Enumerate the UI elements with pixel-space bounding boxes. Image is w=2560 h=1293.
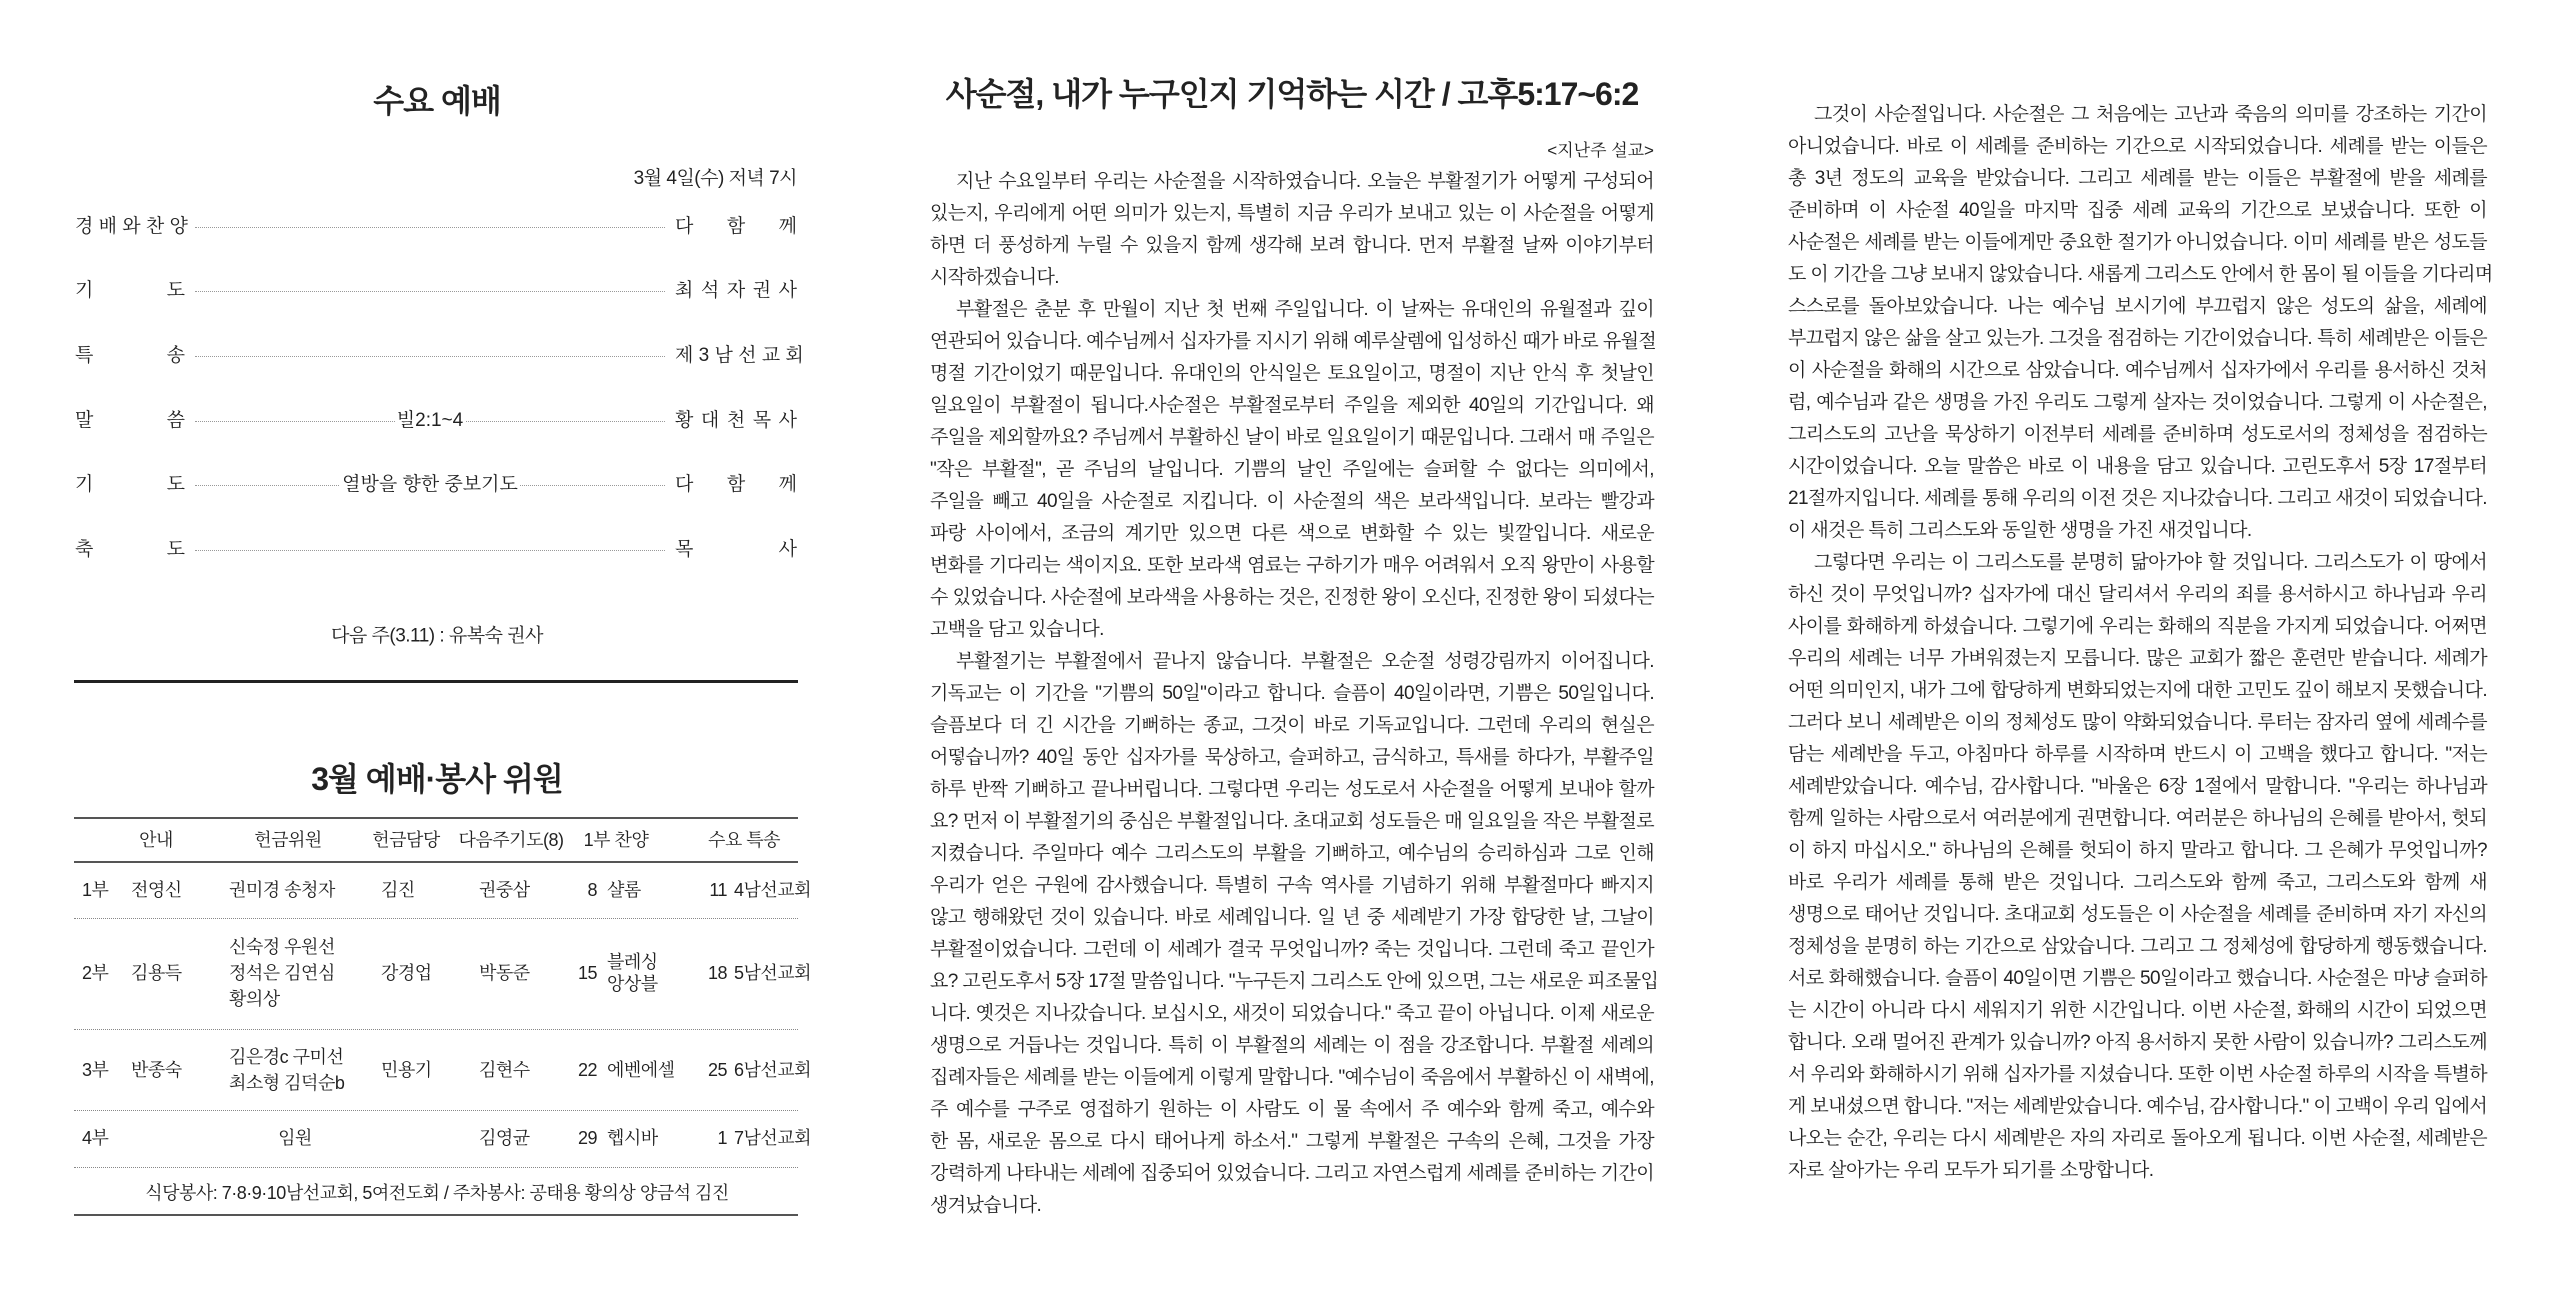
sermon-line: 그것이 사순절입니다. 사순절은 그 처음에는 고난과 죽음의 의미를 강조하는 기간이: [1814, 104, 2487, 125]
sermon-line: 서로 화해했습니다. 슬픔이 40일이면 기쁨은 50일이라고 했습니다. 사순절은 마냥 슬퍼하: [1788, 968, 2487, 989]
section-divider: [74, 680, 798, 683]
sermon-line: 슬픔보다 더 긴 시간을 기뻐하는 종교, 그것이 바로 기독교입니다. 그런데 우리의 현실은: [930, 715, 1654, 736]
sermon-line: 부활절은 춘분 후 만월이 지난 첫 번째 주일입니다. 이 날짜는 유대인의 유월절과 깊이: [956, 299, 1654, 320]
sermon-line: 는 시간이 아니라 다시 세워지기 위한 시간입니다. 이번 사순절, 화해의 시간이 되었으면: [1788, 1000, 2487, 1021]
sermon-line: 하루 반짝 기뻐하고 끝나버립니다. 그렇다면 우리는 성도로서 사순절을 어떻게 보내야 할까: [930, 779, 1654, 800]
sermon-line: 주 예수를 구주로 영접하기 원하는 이 사람도 이 물 속에서 주 예수와 함께 죽고, 예수와: [930, 1099, 1654, 1120]
offering-committee-cell: [229, 877, 335, 903]
sermon-line: 니다. 옛것은 지나갔습니다. 보십시오, 새것이 되었습니다." 죽고 끝이 아닙니다. 이제 새로운: [930, 1003, 1654, 1024]
sermon-line: 하신 것이 무엇입니까? 십자가에 대신 달리셔서 우리의 죄를 용서하시고 하나님과 우리: [1788, 584, 2487, 605]
sermon-line: 그렇다면 우리는 이 그리스도를 분명히 닮아가야 할 것입니다. 그리스도가 이 땅에서: [1814, 552, 2487, 573]
sermon-line: 이 사순절을 화해의 시간으로 삼았습니다. 예수님께서 십자가에서 우리를 용서하신 것처: [1788, 360, 2487, 381]
sermon-line: 나오는 순간, 우리는 다시 세례받은 자의 자리로 돌아오게 됩니다. 이번 사순절, 세례받은: [1788, 1128, 2487, 1149]
hymn-number-cell: 29: [577, 1128, 597, 1148]
sermon-line: 이 새것은 특히 그리스도와 동일한 생명을 가진 새것입니다.: [1788, 520, 2252, 541]
order-row: [75, 405, 797, 437]
sermon-line: 세례받았습니다. 예수님, 감사합니다. "바울은 6장 1절에서 말합니다. "우리는 하나님과: [1788, 776, 2487, 797]
sermon-line: 사이를 화해하게 하셨습니다. 그렇기에 우리는 화해의 직분을 가지게 되었습니다. 어쩌면: [1788, 616, 2487, 637]
order-detail-text: 빌2:1~4: [396, 410, 464, 431]
sermon-line: 서 우리와 화해하시기 위해 십자가를 지셨습니다. 또한 이번 사순절 하루의 시작을 특별하: [1788, 1064, 2487, 1085]
part-cell: 2부: [82, 963, 109, 983]
sermon-line: 함께 일하는 사람으로서 여러분에게 권면합니다. 여러분은 하나님의 은혜를 받아서, 헛되: [1788, 808, 2487, 829]
hymn-number-cell: 8: [587, 880, 597, 900]
table-header-cell: 헌금위원: [254, 830, 322, 850]
sermon-line: 요? 고린도후서 5장 17절 말씀입니다. "누구든지 그리스도 안에 있으면, 그는 새로운 피조물입: [930, 971, 1659, 992]
offering-lead-cell: 김진: [381, 880, 415, 900]
next-week-prayer: 다음 주(3.11) : 유복숙 권사: [331, 625, 543, 647]
offering-member: 황의상: [229, 989, 280, 1009]
row-divider: [74, 1029, 798, 1030]
hymn-team-cell: [607, 879, 641, 901]
sermon-line: 담는 세례반을 두고, 아침마다 하루를 시작하며 반드시 이 고백을 했다고 합니다. "저는: [1788, 744, 2487, 765]
order-detail: [195, 469, 665, 501]
offering-member: 임원: [278, 1128, 312, 1148]
prayer-cell: 박동준: [479, 963, 530, 983]
sermon-line: 일요일이 부활절이 됩니다.사순절은 부활절로부터 주일을 제외한 40일의 기간입니다. 왜: [930, 395, 1654, 416]
sermon-line: 변화를 기다리는 색이지요. 또한 보라색 염료는 구하기가 매우 어려워서 오직 왕만이 사용할: [930, 555, 1654, 576]
sermon-line: 있는지, 우리에게 어떤 의미가 있는지, 특별히 지금 우리가 보내고 있는 이 사순절을 어떻게: [930, 203, 1654, 224]
sermon-line: 우리가 얻은 구원에 감사했습니다. 특별히 구속 역사를 기념하기 위해 부활절마다 빠지지: [930, 875, 1654, 896]
sermon-line: 주일을 제외할까요? 주님께서 부활하신 날이 바로 일요일이기 때문입니다. 그래서 매 주일은: [930, 427, 1654, 448]
order-label: 경 배 와 찬 양: [75, 216, 188, 237]
sermon-line: 21절까지입니다. 세례를 통해 우리의 이전 것은 지나갔습니다. 그리고 새것이 되었습니다.: [1788, 488, 2487, 509]
order-label: 축 도: [75, 539, 185, 560]
order-detail: [195, 405, 665, 437]
hymn-team-cell: [607, 1127, 658, 1149]
special-number-cell: 1: [717, 1128, 727, 1148]
order-label: 말 씀: [75, 410, 185, 431]
hymn-team-cell: [607, 951, 658, 995]
offering-member: 김은경c 구미선: [229, 1047, 344, 1067]
row-divider: [74, 1167, 798, 1168]
sermon-line: 하면 더 풍성하게 누릴 수 있을지 함께 생각해 보려 합니다. 먼저 부활절 날짜 이야기부터: [930, 235, 1654, 256]
special-song-cell: 5남선교회: [734, 963, 812, 983]
order-person: 제 3 남 선 교 회: [675, 345, 804, 366]
sermon-line: 자로 살아가는 우리 모두가 되기를 소망합니다.: [1788, 1160, 2154, 1181]
hymn-team-line: 에벤에셀: [607, 1060, 675, 1080]
sermon-line: 스스로를 돌아보았습니다. 나는 예수님 보시기에 부끄럽지 않은 성도의 삶을, 세례에: [1788, 296, 2487, 317]
sermon-line: 기독교는 이 기간을 "기쁨의 50일"이라고 합니다. 슬픔이 40일이라면, 기쁨은 50일입니다.: [930, 683, 1654, 704]
committee-title: 3월 예배·봉사 위원: [311, 761, 563, 797]
sermon-line: 생명으로 태어난 것입니다. 초대교회 성도들은 이 사순절을 세례를 준비하며 자기 자신의: [1788, 904, 2487, 925]
order-person: 다 함 께: [675, 474, 797, 495]
sermon-line: 럼, 예수님과 같은 생명을 가진 우리도 그렇게 살자는 것이었습니다. 그렇게 이 사순절은,: [1788, 392, 2487, 413]
sermon-line: 수 있었습니다. 사순절에 보라색을 사용하는 것은, 진정한 왕이 오신다, 진정한 왕이 되셨다는: [930, 587, 1654, 608]
table-header-cell: 수요 특송: [707, 830, 781, 850]
order-label: 기 도: [75, 280, 185, 301]
sermon-line: 강력하게 나타내는 세례에 집중되어 있었습니다. 그리고 자연스럽게 세례를 준비하는 기간이: [930, 1163, 1654, 1184]
sermon-line: 총 3년 정도의 교육을 받았습니다. 그리고 세례를 받는 이들은 부활절에 받을 세례를: [1788, 168, 2487, 189]
order-detail-text: 열방을 향한 중보기도: [342, 474, 518, 495]
sermon-line: 명절 기간이었기 때문입니다. 유대인의 안식일은 토요일이고, 명절이 지난 안식 후 첫날인: [930, 363, 1654, 384]
sermon-line: 파랑 사이에서, 조금의 계기만 있으면 다른 색으로 변화할 수 있는 빛깔입니다. 새로운: [930, 523, 1654, 544]
sermon-line: 지켰습니다. 주일마다 예수 그리스도의 부활을 기뻐하고, 예수님의 승리하심과 그로 인해: [930, 843, 1654, 864]
offering-member: 최소형 김덕순b: [229, 1073, 345, 1093]
order-label: 기 도: [75, 474, 185, 495]
sermon-line: 우리의 세례는 너무 가벼워졌는지 모릅니다. 많은 교회가 짧은 훈련만 받습니다. 세례가: [1788, 648, 2487, 669]
sermon-line: 않고 행해왔던 것이 있습니다. 바로 세례입니다. 일 년 중 세례받기 가장 합당한 날, 그날이: [930, 907, 1654, 928]
part-cell: 3부: [82, 1060, 109, 1080]
sermon-line: 그러다 보니 세례받은 이의 정체성도 많이 약화되었습니다. 루터는 잠자리 옆에 세례수를: [1788, 712, 2487, 733]
prayer-cell: 김영균: [479, 1128, 530, 1148]
sermon-title: 사순절, 내가 누구인지 기억하는 시간 / 고후5:17~6:2: [945, 76, 1639, 112]
offering-member: 정석은 김연심: [229, 963, 335, 983]
sermon-line: 시간이었습니다. 오늘 말씀은 바로 이 내용을 담고 있습니다. 고린도후서 5장 17절부터: [1788, 456, 2487, 477]
sermon-line: 아니었습니다. 바로 이 세례를 준비하는 기간으로 시작되었습니다. 세례를 받는 이들은: [1788, 136, 2487, 157]
sermon-line: 합니다. 오래 멀어진 관계가 있습니까? 아직 용서하지 못한 사람이 있습니까? 그리스도께: [1788, 1032, 2487, 1053]
special-number-cell: 11: [709, 880, 727, 900]
sermon-line: 부끄럽지 않은 삶을 살고 있는가. 그것을 점검하는 기간이었습니다. 특히 세례받은 이들은: [1788, 328, 2487, 349]
part-cell: 1부: [82, 880, 109, 900]
sermon-line: 바로 우리가 세례를 통해 받은 것입니다. 그리스도와 함께 죽고, 그리스도와 함께 새: [1788, 872, 2487, 893]
order-row: [75, 469, 797, 501]
special-song-cell: 4남선교회: [734, 880, 812, 900]
special-number-cell: 18: [707, 963, 727, 983]
offering-member: 신숙정 우원선: [229, 937, 335, 957]
sermon-line: 생겨났습니다.: [930, 1195, 1042, 1216]
sermon-line: 집례자들은 세례를 받는 이들에게 이렇게 말합니다. "예수님이 죽음에서 부활하신 이 새벽에,: [930, 1067, 1654, 1088]
table-header-cell: 안내: [139, 830, 173, 850]
table-header-rule: [74, 861, 798, 863]
wednesday-service-title: 수요 예배: [373, 83, 501, 119]
sermon-line: 게 보내셨으면 합니다. "저는 세례받았습니다. 예수님, 감사합니다." 이 고백이 우리 입에서: [1788, 1096, 2488, 1117]
prayer-cell: 김현수: [479, 1060, 530, 1080]
sermon-line: 준비하며 이 사순절 40일을 마지막 집중 세례 교육의 기간으로 보냈습니다. 또한 이: [1788, 200, 2487, 221]
dotted-leader: [195, 356, 665, 357]
order-label: 특 송: [75, 345, 185, 366]
prayer-cell: 권중삼: [479, 880, 530, 900]
sermon-line: 한 몸, 새로운 몸으로 다시 태어나게 하소서." 그렇게 부활절은 구속의 은혜, 그것을 가장: [930, 1131, 1654, 1152]
row-divider: [74, 1110, 798, 1111]
sermon-line: 이 하지 마십시오." 하나님의 은혜를 헛되이 하지 말라고 합니다. 그 은혜가 무엇입니까?: [1788, 840, 2487, 861]
sermon-line: 부활절기는 부활절에서 끝나지 않습니다. 부활절은 오순절 성령강림까지 이어집니다.: [956, 651, 1654, 672]
part-cell: 4부: [82, 1128, 109, 1148]
hymn-number-cell: 22: [577, 1060, 597, 1080]
sermon-line: 부활절이었습니다. 그런데 이 세례가 결국 무엇입니까? 죽는 것입니다. 그런데 죽고 끝인가: [930, 939, 1654, 960]
usher-cell: 김용득: [131, 963, 182, 983]
sermon-line: 그리스도의 고난을 묵상하기 이전부터 세례를 준비하며 성도로서의 정체성을 점검하는: [1788, 424, 2487, 445]
offering-lead-cell: 강경업: [381, 963, 432, 983]
offering-lead-cell: 민용기: [381, 1060, 432, 1080]
table-header-cell: 헌금담당: [372, 830, 440, 850]
sermon-line: 요? 먼저 이 부활절기의 중심은 부활절입니다. 초대교회 성도들은 매 일요일을 작은 부활절로: [930, 811, 1654, 832]
offering-committee-cell: [278, 1125, 312, 1151]
sermon-line: 사순절은 세례를 받는 이들에게만 중요한 절기가 아니었습니다. 이미 세례를 받은 성도들: [1788, 232, 2487, 253]
table-bottom-rule: [74, 1214, 798, 1216]
sermon-line: 생명으로 거듭나는 것입니다. 특히 이 부활절의 세례는 이 점을 강조합니다. 부활절 세례의: [930, 1035, 1654, 1056]
offering-member: 권미경 송청자: [229, 880, 335, 900]
dotted-leader: [195, 291, 665, 292]
sermon-line: 지난 수요일부터 우리는 사순절을 시작하였습니다. 오늘은 부활절기가 어떻게 구성되어: [956, 171, 1654, 192]
offering-committee-cell: [229, 934, 335, 1012]
service-datetime: 3월 4일(수) 저녁 7시: [633, 168, 797, 189]
hymn-team-line: 헵시바: [607, 1128, 658, 1148]
hymn-team-line: 앙상블: [607, 974, 658, 994]
sermon-subtitle: <지난주 설교>: [1547, 141, 1654, 160]
sermon-line: 연관되어 있습니다. 예수님께서 십자가를 지시기 위해 예루살렘에 입성하신 때가 바로 유월절: [930, 331, 1657, 352]
sermon-line: 시작하겠습니다.: [930, 267, 1059, 288]
order-person: 최 석 자 권 사: [675, 280, 797, 301]
service-footer-note: 식당봉사: 7·8·9·10남선교회, 5여전도회 / 주차봉사: 공태용 황의상 양금석 김진: [145, 1183, 729, 1203]
special-song-cell: 6남선교회: [734, 1060, 812, 1080]
order-person: 황 대 천 목 사: [675, 410, 797, 431]
table-top-rule: [74, 817, 798, 819]
sermon-line: 고백을 담고 있습니다.: [930, 619, 1104, 640]
sermon-line: 어떻습니까? 40일 동안 십자가를 묵상하고, 슬퍼하고, 금식하고, 특새를 하다가, 부활주일: [930, 747, 1654, 768]
order-row: [75, 534, 797, 566]
order-row: [75, 211, 797, 243]
sermon-line: "작은 부활절", 곧 주님의 날입니다. 기쁨의 날인 주일에는 슬퍼할 수 없다는 의미에서,: [930, 459, 1654, 480]
hymn-number-cell: 15: [577, 963, 597, 983]
order-person: 목 사: [675, 539, 797, 560]
sermon-line: 정체성을 분명히 하는 기간으로 삼았습니다. 그리고 그 정체성에 합당하게 행동했습니다.: [1788, 936, 2487, 957]
row-divider: [74, 918, 798, 919]
sermon-line: 도 이 기간을 그냥 보내지 않았습니다. 새롭게 그리스도 안에서 한 몸이 될 이들을 기다리며: [1788, 264, 2493, 285]
table-header-cell: 1부 찬양: [583, 830, 649, 850]
special-song-cell: 7남선교회: [734, 1128, 812, 1148]
dotted-leader: [195, 227, 665, 228]
usher-cell: 반종숙: [131, 1060, 182, 1080]
order-row: [75, 275, 797, 307]
usher-cell: 전영신: [131, 880, 182, 900]
table-header-cell: 다음주기도(8): [458, 830, 564, 850]
order-person: 다 함 께: [675, 216, 797, 237]
hymn-team-cell: [607, 1059, 675, 1081]
offering-committee-cell: [229, 1044, 344, 1096]
special-number-cell: 25: [707, 1060, 727, 1080]
hymn-team-line: 블레싱: [607, 952, 658, 972]
order-row: [75, 340, 804, 372]
hymn-team-line: 샬롬: [607, 880, 641, 900]
sermon-line: 주일을 빼고 40일을 사순절로 지킵니다. 이 사순절의 색은 보라색입니다. 보라는 빨강과: [930, 491, 1654, 512]
sermon-line: 어떤 의미인지, 내가 그에 합당하게 변화되었는지에 대한 고민도 깊이 해보지 못했습니다.: [1788, 680, 2487, 701]
dotted-leader: [195, 550, 665, 551]
